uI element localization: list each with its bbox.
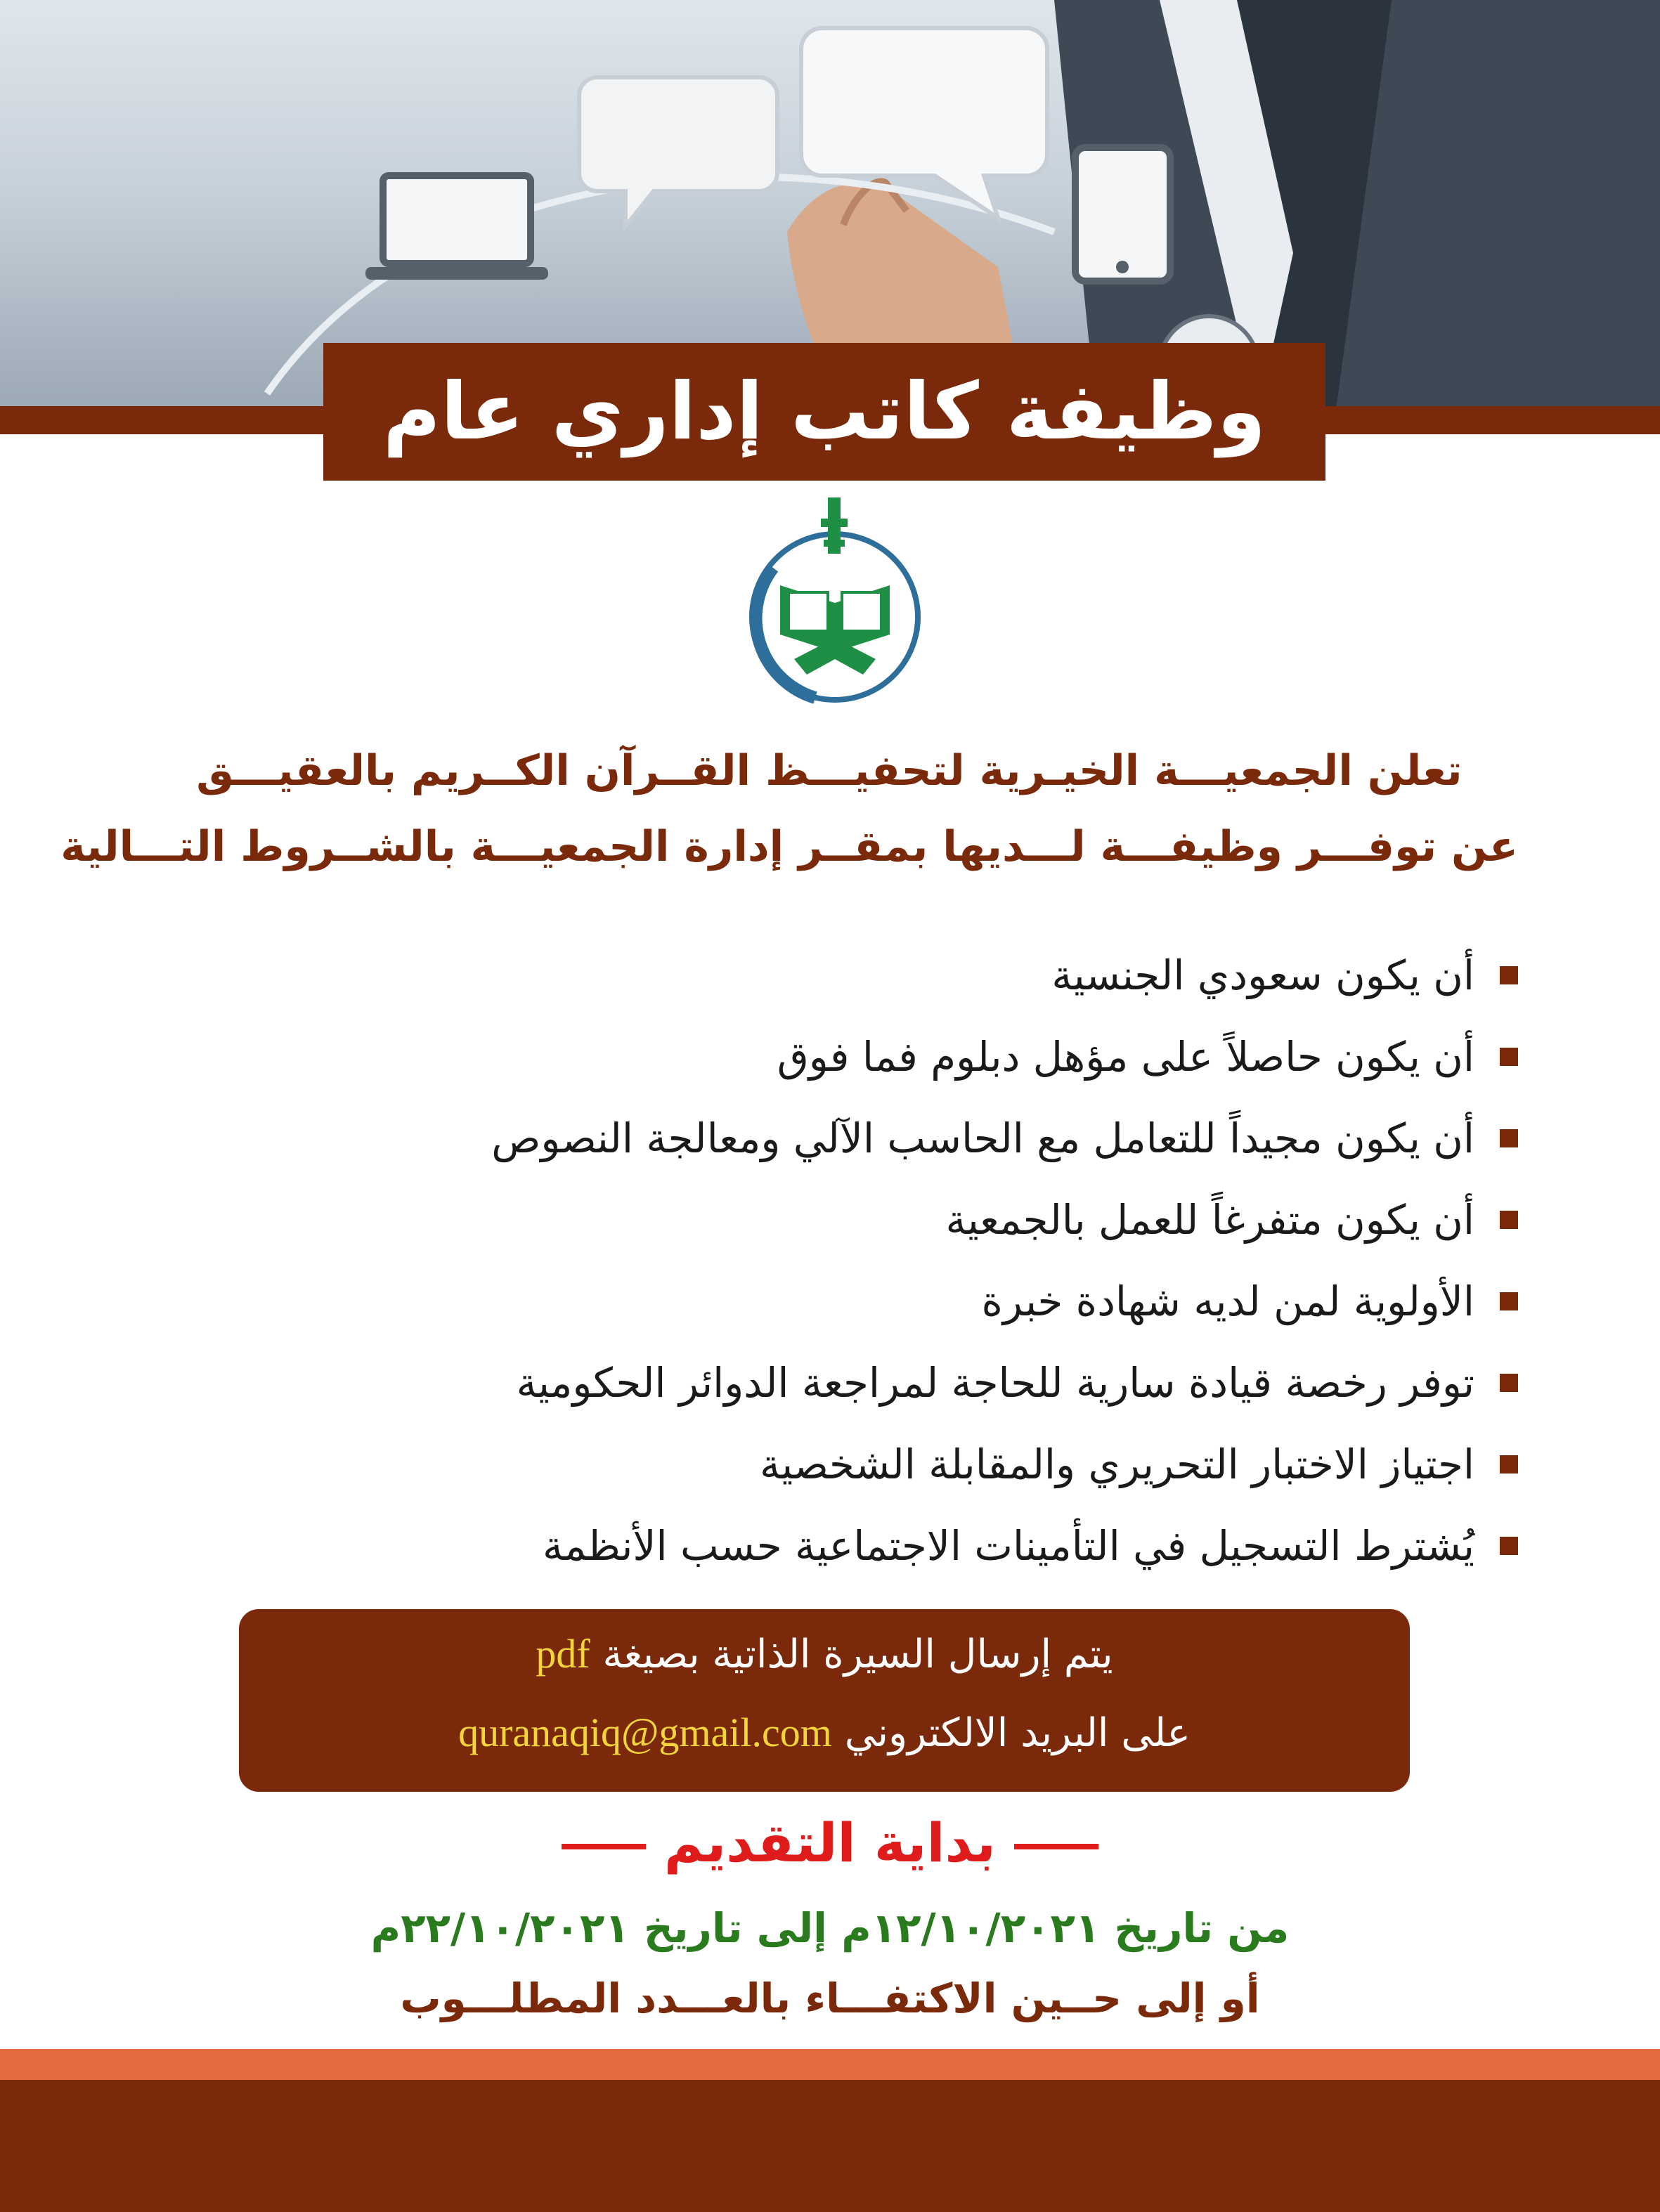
cv-format-line	[239, 1630, 1410, 1677]
requirement-item	[211, 1261, 1518, 1342]
requirement-text: أن يكون حاصلاً على مؤهل دبلوم فما فوق	[777, 1033, 1474, 1081]
requirements-list	[211, 935, 1518, 1587]
requirement-text: أن يكون مجيداً للتعامل مع الحاسب الآلي ومعالجة النصوص	[491, 1114, 1474, 1162]
title-box	[323, 343, 1325, 481]
application-until: أو إلى حــين الاكتفـــاء بالعـــدد المطلـــوب	[400, 1974, 1260, 2022]
tablet-button-icon	[1116, 261, 1129, 273]
footer-stripe	[0, 2049, 1660, 2080]
square-bullet-icon	[1500, 966, 1518, 984]
footer-band	[0, 2080, 1660, 2212]
cv-email-text: على البريد الالكتروني	[844, 1710, 1191, 1756]
title-dash-icon	[562, 1844, 646, 1849]
laptop-icon	[383, 176, 531, 264]
requirement-text: اجتياز الاختبار التحريري والمقابلة الشخصية	[759, 1440, 1474, 1488]
square-bullet-icon	[1500, 1455, 1518, 1473]
announcement-line-2: عن توفـــر وظيفـــة لـــديها بمقــر إدارة الجمعيـــة بالشــروط التـــالية	[60, 822, 1518, 871]
email-link[interactable]: quranaqiq@gmail.com	[458, 1710, 832, 1755]
title-dash-icon	[1014, 1844, 1098, 1849]
requirement-text: الأولوية لمن لديه شهادة خبرة	[981, 1277, 1474, 1325]
application-dates: من تاريخ ١٢/١٠/٢٠٢١م إلى تاريخ ٢٢/١٠/٢٠٢١م	[370, 1904, 1290, 1952]
cv-submission-box	[239, 1609, 1410, 1792]
square-bullet-icon	[1500, 1374, 1518, 1392]
requirement-item	[211, 935, 1518, 1016]
application-start-title	[0, 1811, 1660, 1874]
requirement-item	[211, 1179, 1518, 1261]
chat-bubble-icon	[579, 77, 777, 226]
cv-format-text: يتم إرسال السيرة الذاتية بصيغة	[602, 1632, 1113, 1677]
requirement-text: يُشترط التسجيل في التأمينات الاجتماعية حسب الأنظمة	[543, 1522, 1474, 1570]
laptop-base-icon	[365, 267, 548, 280]
square-bullet-icon	[1500, 1211, 1518, 1229]
requirement-item	[211, 1342, 1518, 1424]
requirement-text: أن يكون متفرغاً للعمل بالجمعية	[945, 1196, 1474, 1244]
square-bullet-icon	[1500, 1048, 1518, 1066]
application-start-text: بداية التقديم	[664, 1811, 996, 1874]
quran-society-logo-icon	[731, 490, 935, 715]
requirement-item	[211, 1098, 1518, 1179]
requirement-item	[211, 1505, 1518, 1587]
square-bullet-icon	[1500, 1292, 1518, 1310]
cv-format-value: pdf	[536, 1631, 590, 1677]
requirement-text: أن يكون سعودي الجنسية	[1051, 951, 1474, 999]
square-bullet-icon	[1500, 1129, 1518, 1147]
announcement-line-1: تعلن الجمعيـــة الخيـرية لتحفيـــظ القــرآن الكــريم بالعقيـــق	[196, 746, 1463, 795]
cv-email-line	[239, 1709, 1410, 1756]
requirement-item	[211, 1016, 1518, 1098]
requirement-item	[211, 1424, 1518, 1505]
square-bullet-icon	[1500, 1537, 1518, 1555]
requirement-text: توفر رخصة قيادة سارية للحاجة لمراجعة الدوائر الحكومية	[516, 1359, 1474, 1407]
page-title: وظيفة كاتب إداري عام	[382, 366, 1266, 457]
